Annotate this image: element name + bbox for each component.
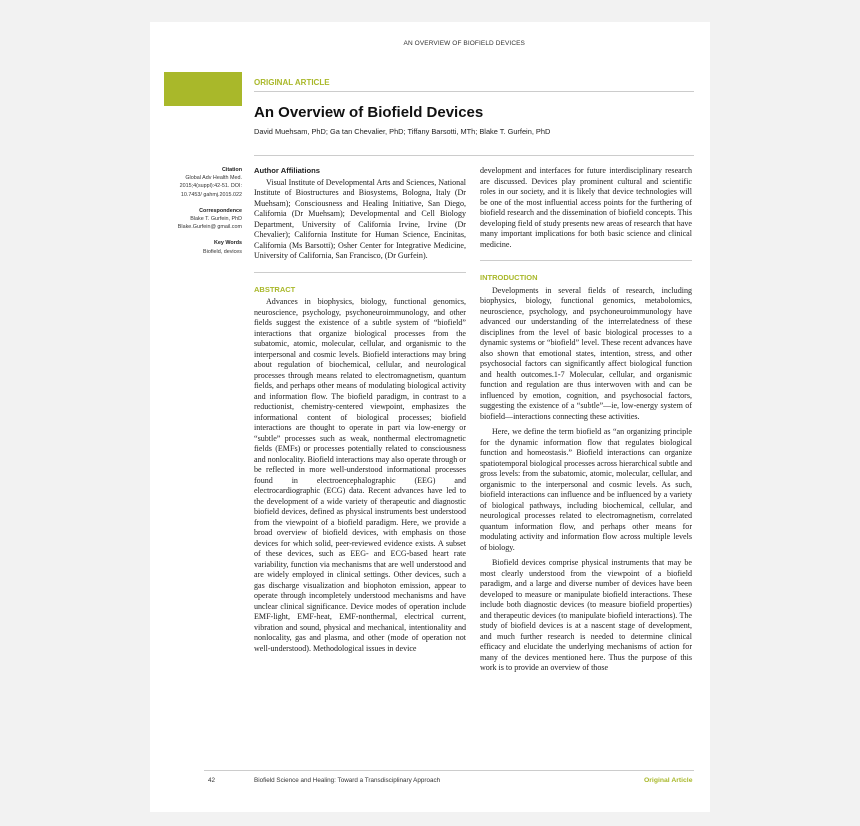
correspondence-text: Blake T. Gurfein, PhD Blake.Gurfein@ gmail.com (177, 216, 242, 231)
article-title: An Overview of Biofield Devices (254, 104, 484, 121)
left-column (254, 166, 466, 654)
citation-text: Global Adv Health Med. 2015;4(suppl):42-51. DOI: 10.7453/ gahmj.2015.022 (179, 175, 242, 198)
abstract-text: Advances in biophysics, biology, functional genomics, neuroscience, psychology, psychoneuroimmunology, and other fields suggest the existence of a subtle system of “biofield” interactions that organize biological processes from the subatomic, atomic, molecular, cellular, and organismic to the interpersonal and cosmic levels. Biofield interactions may bring about regulation of biochemical, cellular, and neurological processes through means related to electromagnetism, quantum fields, and perhaps other means of modulating biological activity and information flow. The biofield paradigm, in contrast to a reductionist, chemistry-centered viewpoint, emphasizes the informational content of biological processes; biofield interactions are thought to operate in part via low-energy or “subtle” processes such as weak, nonthermal electromagnetic fields (EMFs) or processes potentially related to consciousness and nonlocality. Biofield interactions may also operate through or be reflected in more well-understood informational processes found in electroencephalographic (EEG) and electrocardiographic (ECG) data. Recent advances have led to the development of a wide variety of therapeutic and diagnostic biofield devices, defined as physical instruments best understood from the viewpoint of a biofield paradigm. Here, we provide a broad overview of biofield devices, with emphasis on those devices for which solid, peer-reviewed evidence exists. A subset of these devices, such as EEG- and ECG-based heart rate variability, function via mechanisms that are well understood and are widely employed in clinical settings. Other devices, such a gas discharge visualization and biophoton emission, appear to operate through incompletely understood mechanisms and have unclear clinical significance. Device modes of operation include EMF-light, EMF-heat, EMF-nonthermal, electrical current, vibration and sound, physical and mechanical, intentionality and nonlocality, gas and plasma, and other (mode of operation not well-understood). Methodological issues in device (254, 297, 466, 653)
affiliations-heading: Author Affiliations (254, 166, 320, 175)
abstract-end-rule (480, 260, 692, 261)
citation-block (160, 166, 242, 199)
affiliations-text: Visual Institute of Developmental Arts and Sciences, National Institute of Biostructures and Biosystems, Bologna, Italy (Dr Muehsam); Consciousness and Healing Initiative, San Diego, California (Dr Muehsam); Developmental and Cell Biology Department, University of California Irvine, Irvine (Dr Chevalier); California Institute for Human Science, Encinitas, California (Ms Barsotti); Osher Center for Integrative Medicine, University of California, San Francisco, (Dr Gurfein). (254, 177, 466, 260)
abstract-heading: ABSTRACT (254, 284, 296, 294)
keywords-block (160, 239, 242, 255)
abstract-continued: development and interfaces for future interdisciplinary research are discussed. Devices play prominent cultural and scientific roles in our society, and it is likely that device technologies will be one of the most influential access points for the furthering of biofield research and the dissemination of biofield concepts. This developing field of study presents new areas of research that have many important implications for both basic science and clinical medicine. (480, 166, 692, 249)
journal-name: Biofield Science and Healing: Toward a Transdisciplinary Approach (254, 777, 441, 784)
section-color-block (164, 72, 242, 106)
intro-paragraph-2: Here, we define the term biofield as “an organizing principle for the dynamic information flow that regulates biological function and homeostasis.” Biofield interactions can organize spatiotemporal biological processes across hierarchical subtle and gross levels: from the subatomic, atomic, molecular, cellular, and organismic to the interpersonal and cosmic levels. As such, biofield interactions can influence and be influenced by a variety of biological pathways, including biochemical, cellular, and neurological processes related to electromagnetism, correlated quantum information flow, and perhaps other means for modulating activity and information flow across multiple levels of biology. (480, 427, 692, 552)
intro-paragraph-3: Biofield devices comprise physical instruments that may be most clearly understood from the viewpoint of a biofield paradigm, and a large and diverse number of devices have been developed to measure or manipulate biofield interactions. These include both diagnostic devices (to measure biofield properties) and therapeutic devices (to manipulate biofield interactions). The study of biofield devices is at a nascent stage of development, and much further research is needed to determine clinical efficacy and elucidate the underlying mechanisms of action for many of the devices mentioned here. Thus the purpose of this work is to provide an overview of those (480, 558, 692, 672)
correspondence-label: Correspondence (199, 207, 242, 214)
keywords-text: Biofield, devices (203, 248, 242, 255)
header-rule (254, 91, 694, 92)
page-number: 42 (208, 777, 216, 784)
running-head: AN OVERVIEW OF BIOFIELD DEVICES (403, 40, 525, 47)
journal-page (150, 22, 710, 812)
keywords-label: Key Words (213, 240, 242, 247)
article-type-label: ORIGINAL ARTICLE (254, 78, 330, 87)
right-column (480, 166, 692, 674)
intro-paragraph-1: Developments in several fields of research, including biophysics, biology, functional genomics, metabolomics, neuroscience, psychology, and psychoneuroimmunology have advanced our understanding of the interrelatedness of these disciplines from the level of basic biological processes to a dynamic systems or “biofield” level. These recent advances have also shown that emotional states, intention, stress, and other psychosocial factors can significantly affect biological function and health outcomes.1-7 Molecular, cellular, and organismic function and regulation are thus interwoven with and can be influenced by emotion, cognition, and psychosocial factors, suggesting the existence of a “subtle”—ie, low-energy system of biofield—interactions connecting these activities. (480, 285, 692, 421)
author-list: David Muehsam, PhD; Ga tan Chevalier, PhD; Tiffany Barsotti, MTh; Blake T. Gurfein, PhD (254, 127, 551, 136)
title-rule (254, 155, 694, 156)
footer-rule (204, 770, 694, 771)
introduction-heading: INTRODUCTION (480, 273, 538, 282)
citation-label: Citation (221, 167, 242, 173)
affiliations-rule (254, 272, 466, 273)
correspondence-block (160, 207, 242, 232)
footer-article-type: Original Article (644, 777, 693, 784)
metadata-sidebar (160, 166, 242, 264)
